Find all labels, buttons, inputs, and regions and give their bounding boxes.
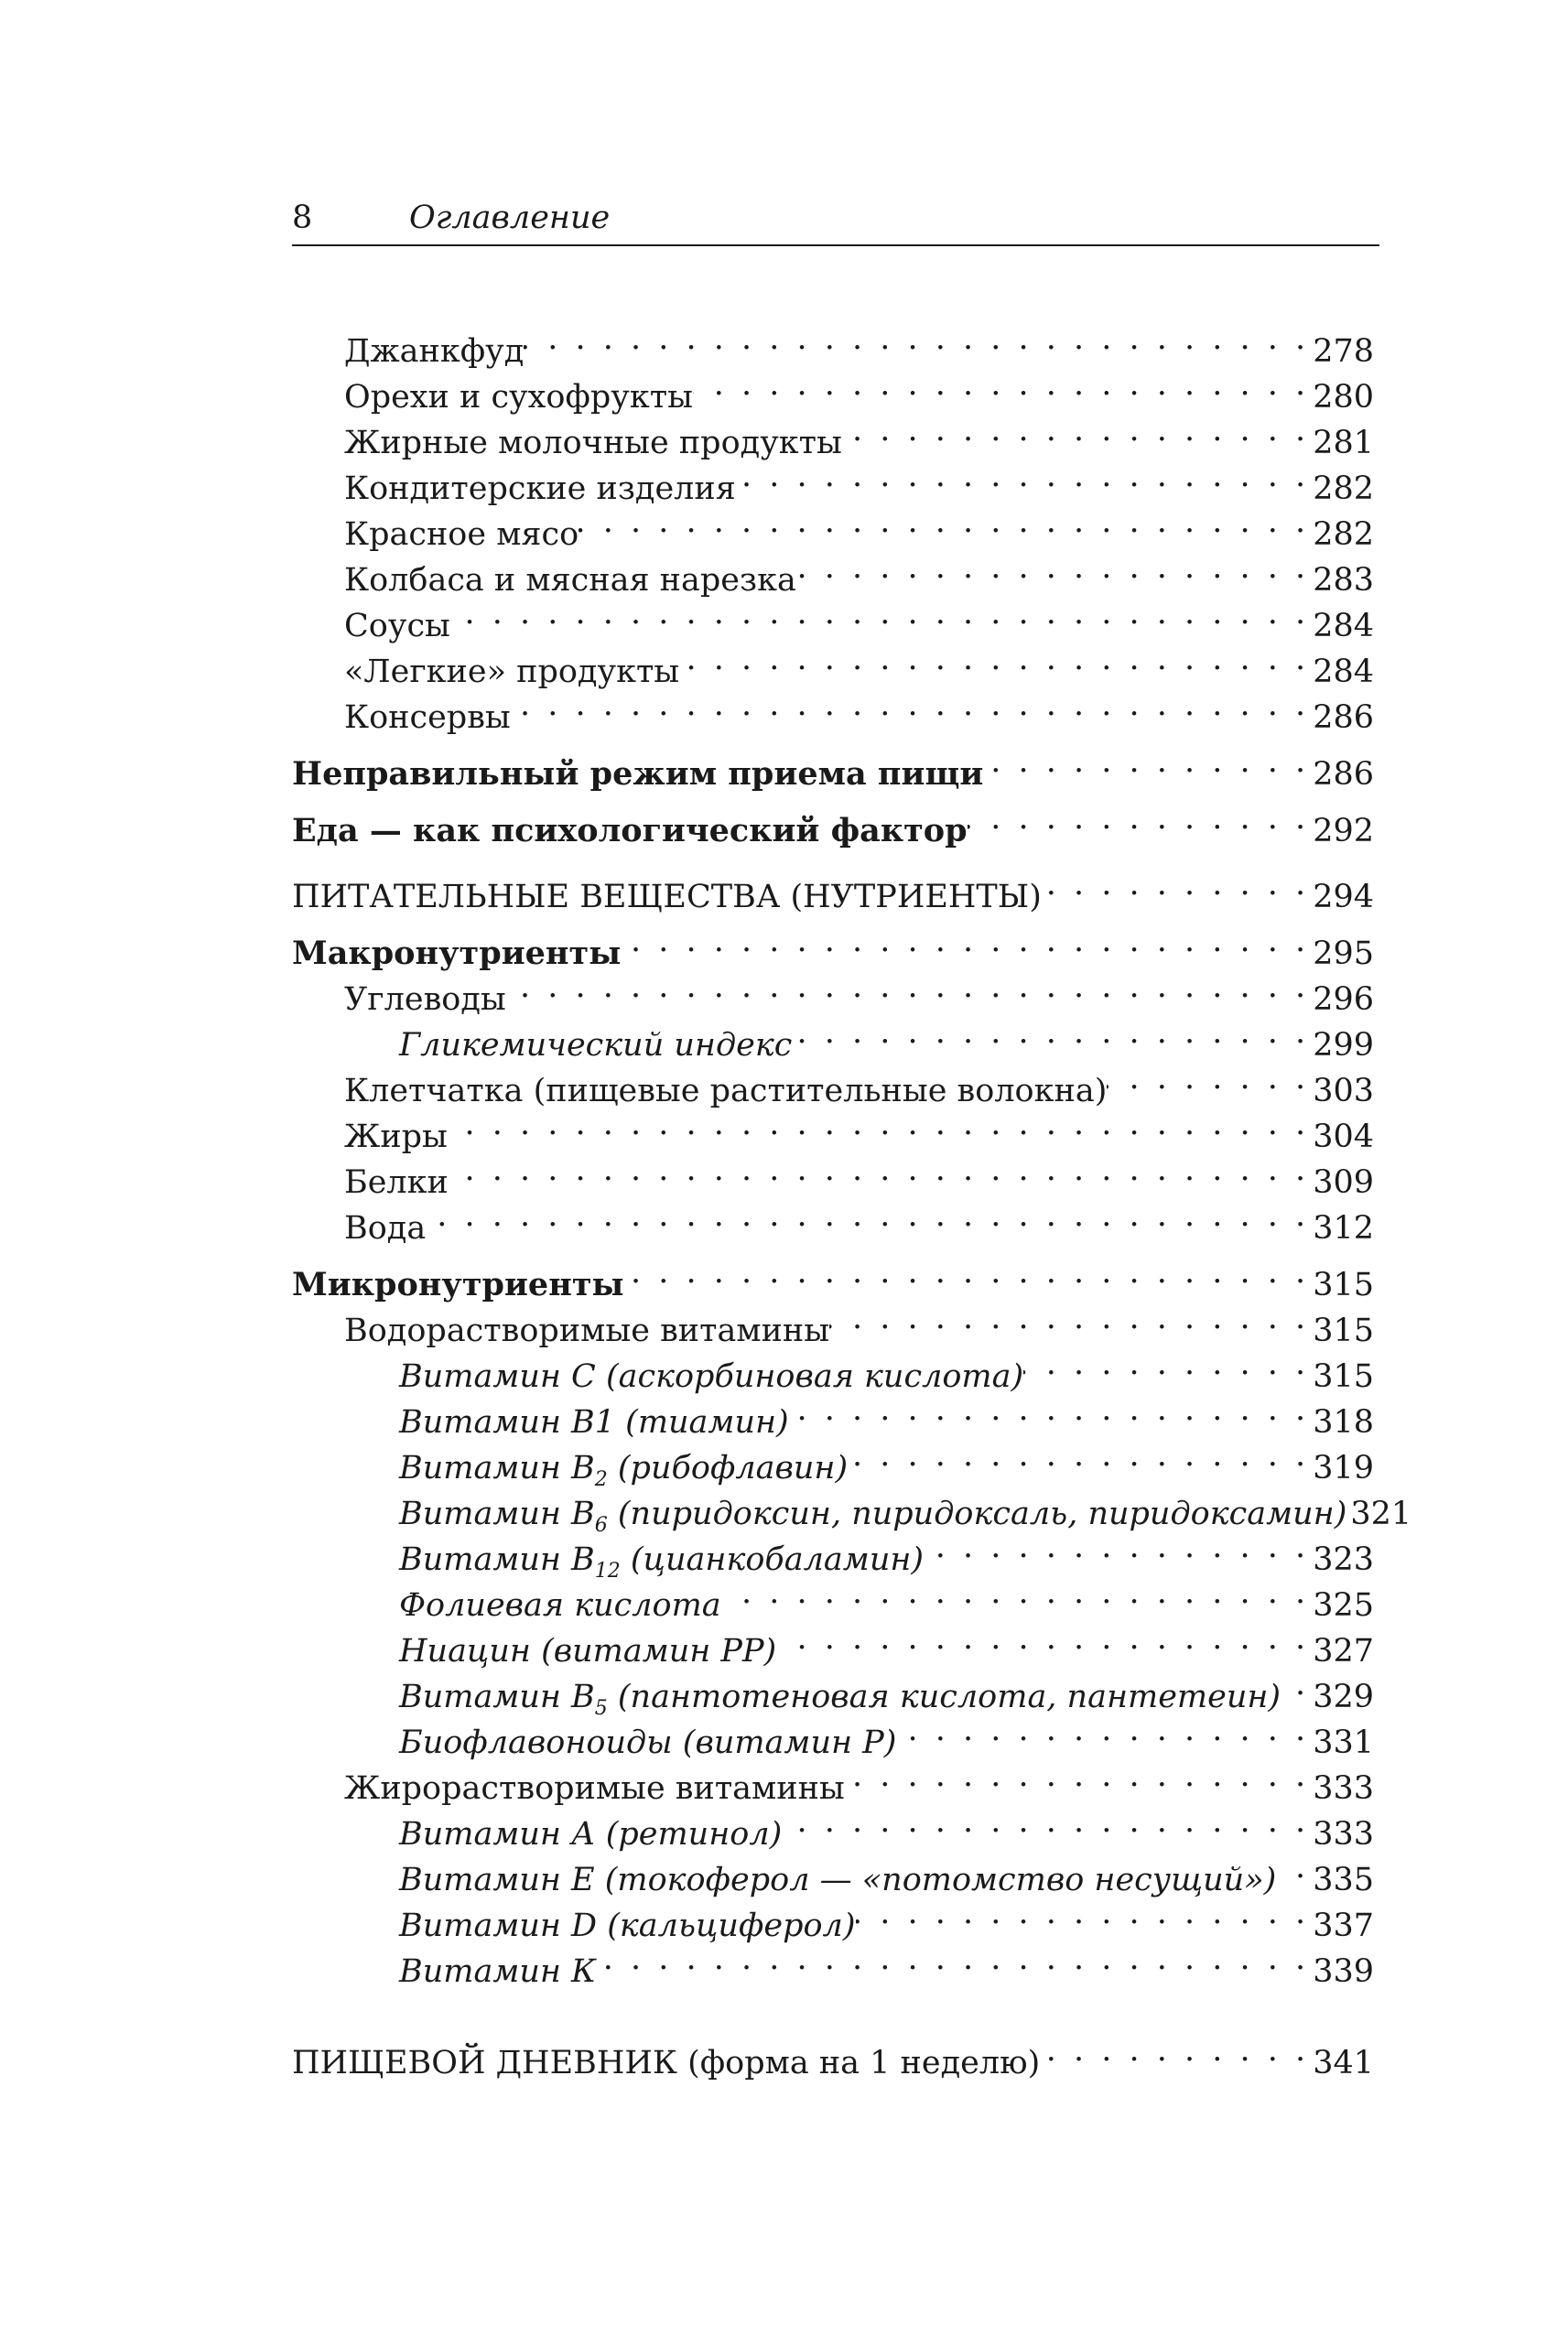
toc-entry-page: 325 — [1313, 1587, 1374, 1624]
toc-entry — [292, 1524, 1374, 1583]
leader-dots — [1107, 1055, 1309, 1101]
toc-entry — [292, 1890, 1374, 1944]
toc-entry — [292, 499, 1374, 553]
leader-dots — [579, 499, 1309, 545]
toc-entry-page: 339 — [1313, 1953, 1374, 1990]
toc-entry-page: 281 — [1313, 425, 1374, 461]
toc-entry-page: 333 — [1313, 1816, 1374, 1853]
subscript: 2 — [594, 1468, 608, 1491]
toc-entry-title: Красное мясо — [344, 516, 579, 553]
toc-section-entry — [292, 739, 1374, 793]
toc-entry — [292, 407, 1374, 461]
toc-entry-page: 284 — [1313, 608, 1374, 644]
leader-dots — [983, 739, 1309, 784]
toc-entry — [292, 1936, 1374, 1990]
toc-entry-title: Витамин А (ретинол) — [399, 1816, 783, 1853]
toc-entry-title: Неправильный режим приема пищи — [292, 755, 984, 793]
subscript: 5 — [594, 1697, 608, 1720]
toc-entry — [292, 1799, 1374, 1853]
header-rule — [292, 244, 1379, 246]
toc-entry — [292, 1844, 1374, 1898]
page-number: 8 — [292, 200, 313, 236]
leader-dots — [1281, 1661, 1309, 1707]
toc-entry-title: Витамин $В_2$ (рибофлавин) — [399, 1450, 849, 1491]
toc-chapter-entry — [292, 2027, 1374, 2081]
toc-entry-title: Витамин С (аскорбиновая кислота) — [399, 1358, 1024, 1395]
toc-entry-title: Гликемический индекс — [399, 1027, 793, 1064]
leader-dots — [511, 682, 1309, 728]
toc-entry — [292, 1661, 1374, 1720]
leader-dots — [448, 1101, 1309, 1147]
toc-entry-title: Витамин $В_6$ (пиридоксин, пиридоксаль, пиридоксамин) — [399, 1496, 1347, 1537]
leader-dots — [848, 1432, 1309, 1478]
leader-dots — [782, 1799, 1309, 1844]
leader-dots — [968, 795, 1310, 841]
toc-entry-page: 286 — [1313, 699, 1374, 736]
leader-dots — [789, 1387, 1309, 1432]
toc-entry — [292, 1101, 1374, 1155]
toc-entry — [292, 590, 1374, 644]
leader-dots — [845, 1753, 1309, 1799]
toc-entry-page: 312 — [1313, 1210, 1374, 1247]
toc-entry-page: 327 — [1313, 1633, 1374, 1670]
toc-entry-page: 303 — [1313, 1073, 1374, 1109]
subscript: 12 — [594, 1560, 621, 1583]
subscript: 6 — [594, 1514, 608, 1537]
leader-dots — [426, 1193, 1309, 1238]
toc-entry — [292, 1570, 1374, 1624]
toc-entry — [292, 1753, 1374, 1807]
leader-dots — [856, 1890, 1310, 1936]
toc-entry-page: 318 — [1313, 1404, 1374, 1441]
toc-entry-page: 341 — [1313, 2045, 1374, 2081]
toc-entry-title: Ниацин (витамин РР) — [399, 1633, 777, 1670]
toc-entry — [292, 362, 1374, 416]
toc-entry-page: 292 — [1313, 813, 1374, 849]
toc-entry-title: Орехи и сухофрукты — [344, 379, 693, 416]
table-of-contents — [292, 316, 1412, 2081]
toc-entry-title: Вода — [344, 1210, 427, 1247]
toc-entry-title: Витамин D (кальциферол) — [399, 1908, 856, 1944]
leader-dots — [524, 316, 1309, 362]
toc-entry-page: 315 — [1313, 1313, 1374, 1349]
toc-entry-title: Макронутриенты — [292, 935, 622, 972]
leader-dots — [1042, 861, 1309, 907]
leader-dots — [679, 636, 1309, 682]
toc-entry-page: 282 — [1313, 470, 1374, 507]
toc-section-entry — [292, 795, 1374, 849]
toc-entry-title: Микронутриенты — [292, 1266, 624, 1303]
toc-entry — [292, 1341, 1374, 1395]
leader-dots — [621, 918, 1309, 964]
toc-entry-title: Еда — как психологический фактор — [292, 812, 968, 849]
toc-entry-page: 280 — [1313, 379, 1374, 416]
toc-entry-title: Витамин В1 (тиамин) — [399, 1404, 789, 1441]
leader-dots — [736, 453, 1309, 499]
leader-dots — [796, 545, 1309, 590]
toc-entry-page: 329 — [1313, 1679, 1374, 1715]
toc-entry-page: 315 — [1313, 1358, 1374, 1395]
leader-dots — [693, 362, 1309, 407]
toc-entry-title: Джанкфуд — [344, 333, 524, 370]
toc-entry — [292, 1616, 1374, 1670]
toc-entry — [292, 1010, 1374, 1064]
toc-entry — [292, 545, 1374, 599]
leader-dots — [924, 1524, 1309, 1570]
leader-dots — [506, 964, 1309, 1010]
toc-entry-page: 321 — [1350, 1496, 1412, 1532]
toc-entry-page: 296 — [1313, 981, 1374, 1018]
toc-entry-title: Витамин К — [399, 1953, 597, 1990]
toc-entry-page: 284 — [1313, 654, 1374, 690]
toc-entry-title: Витамин $В_{12}$ (цианкобаламин) — [399, 1541, 925, 1583]
toc-entry — [292, 636, 1374, 690]
toc-entry-title: Водорастворимые витамины — [344, 1313, 830, 1349]
leader-dots — [792, 1010, 1309, 1055]
running-title: Оглавление — [409, 200, 611, 236]
toc-entry — [292, 1193, 1374, 1247]
leader-dots — [450, 590, 1309, 636]
toc-entry-title: «Легкие» продукты — [344, 654, 680, 690]
toc-entry-page: 282 — [1313, 516, 1374, 553]
leader-dots — [1276, 1844, 1309, 1890]
toc-entry-title: Консервы — [344, 699, 511, 736]
toc-entry-title: Витамин $В_5$ (пантотеновая кислота, пантетеин) — [399, 1679, 1281, 1720]
leader-dots — [721, 1570, 1310, 1616]
toc-entry-page: 335 — [1313, 1862, 1374, 1898]
toc-entry — [292, 682, 1374, 736]
toc-entry-title: ПИЩЕВОЙ ДНЕВНИК (форма на 1 неделю) — [292, 2045, 1041, 2081]
toc-entry-title: Углеводы — [344, 981, 506, 1018]
toc-entry-title: Жирорастворимые витамины — [344, 1770, 845, 1807]
toc-entry-title: Кондитерские изделия — [344, 470, 736, 507]
toc-entry-page: 294 — [1313, 879, 1374, 915]
toc-entry-title: ПИТАТЕЛЬНЫЕ ВЕЩЕСТВА (НУТРИЕНТЫ) — [292, 879, 1042, 915]
toc-entry-page: 309 — [1313, 1164, 1374, 1201]
leader-dots — [776, 1616, 1309, 1661]
toc-entry — [292, 964, 1374, 1018]
toc-entry-title: Жиры — [344, 1119, 448, 1155]
toc-entry-page: 323 — [1313, 1541, 1374, 1578]
leader-dots — [1040, 2027, 1309, 2073]
toc-entry-title: Колбаса и мясная нарезка — [344, 562, 796, 599]
toc-entry-title: Белки — [344, 1164, 449, 1201]
leader-dots — [842, 407, 1309, 453]
toc-entry-page: 286 — [1313, 756, 1374, 793]
toc-entry — [292, 453, 1374, 507]
toc-entry — [292, 316, 1374, 370]
toc-section-entry — [292, 918, 1374, 972]
toc-entry-title: Фолиевая кислота — [399, 1587, 721, 1624]
leader-dots — [829, 1295, 1309, 1341]
toc-entry-title: Жирные молочные продукты — [344, 425, 842, 461]
toc-entry-page: 299 — [1313, 1027, 1374, 1064]
toc-entry-page: 283 — [1313, 562, 1374, 599]
toc-entry-page: 315 — [1313, 1267, 1374, 1303]
leader-dots — [596, 1936, 1309, 1982]
toc-entry-page: 278 — [1313, 333, 1374, 370]
toc-section-entry — [292, 1249, 1374, 1303]
leader-dots — [1023, 1341, 1309, 1387]
toc-entry-page: 304 — [1313, 1119, 1374, 1155]
toc-entry — [292, 1432, 1374, 1491]
toc-entry-page: 331 — [1313, 1724, 1374, 1761]
leader-dots — [624, 1249, 1310, 1295]
toc-entry — [292, 1478, 1412, 1537]
leader-dots — [896, 1707, 1309, 1753]
toc-entry — [292, 1707, 1374, 1761]
toc-entry-page: 295 — [1313, 935, 1374, 972]
toc-entry — [292, 1387, 1374, 1441]
toc-entry — [292, 1147, 1374, 1201]
toc-entry-title: Биофлавоноиды (витамин Р) — [399, 1724, 897, 1761]
toc-entry-title: Витамин Е (токоферол — «потомство несущий») — [399, 1862, 1277, 1898]
leader-dots — [449, 1147, 1309, 1193]
toc-entry-title: Соусы — [344, 608, 450, 644]
toc-chapter-entry — [292, 861, 1374, 915]
running-header — [292, 190, 1379, 245]
toc-entry-page: 337 — [1313, 1908, 1374, 1944]
toc-entry-page: 319 — [1313, 1450, 1374, 1486]
toc-entry-title: Клетчатка (пищевые растительные волокна) — [344, 1073, 1108, 1109]
toc-entry — [292, 1295, 1374, 1349]
toc-entry-page: 333 — [1313, 1770, 1374, 1807]
toc-entry — [292, 1055, 1374, 1109]
